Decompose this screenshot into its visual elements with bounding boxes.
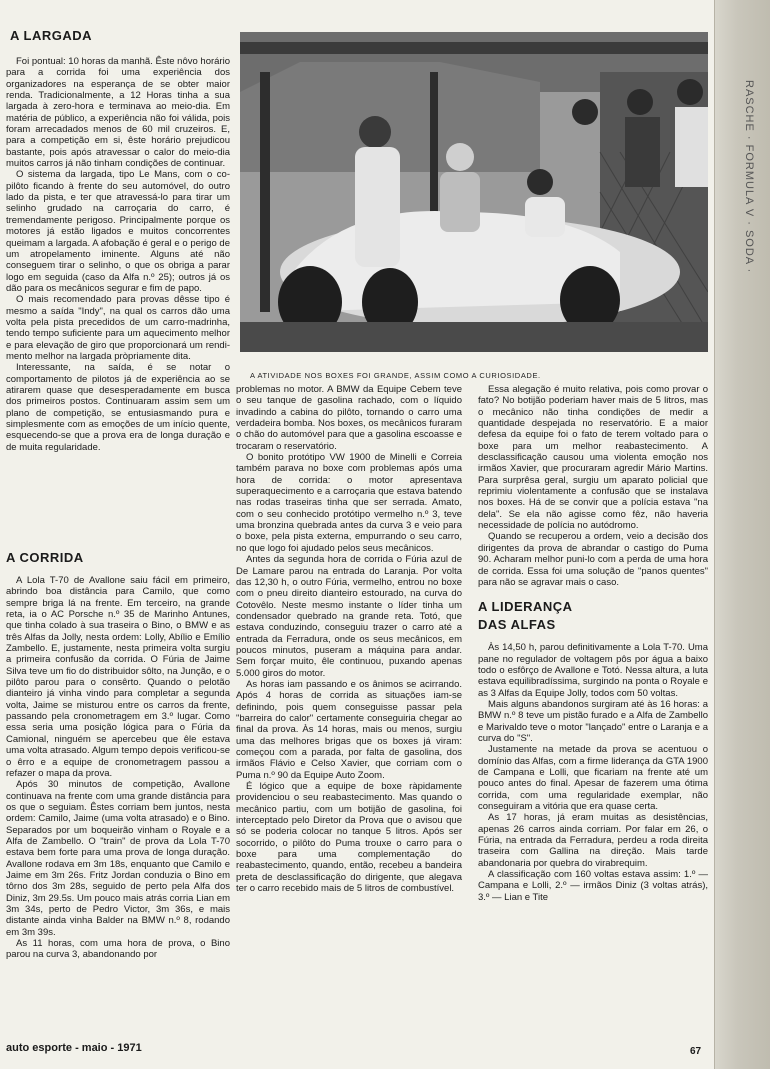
- paragraph: As horas iam passando e os ânimos se acirrando. Após 4 horas de corrida as situações iam-se definindo, pois quem conseguisse passar pela "barreira do calor" certamente conseguiria chegar ao final da prova. Às 14 horas, mais ou menos, surgiu uma das melhores brigas que os boxes já viram: começou com a parada, por falta de gasolina, dos irmãos Flávio e Celso Xavier, que corriam com o Puma n.º 90 da Equipe Auto Zoom.: [236, 678, 462, 781]
- paragraph: Antes da segunda hora de corrida o Fúria azul de De Lamare parou na entrada do Laranja. Por volta das 12,30 h, o outro Fúria, vermelho, entrou no boxe com o pneu direito dianteiro estourado, na curva do Cotovêlo. Neste mesmo instante o líder tinha um condensador quebrado na grande reta. Totó, que estava conduzindo, conseguiu trazer o carro até a entrada da Ferradura, onde os seus mecânicos, em poucos minutos, puseram a máquina para andar. Sem forçar muito, êle continuou, puxando apenas 5.000 giros do motor.: [236, 554, 462, 679]
- paragraph: Quando se recuperou a ordem, veio a decisão dos dirigentes da prova de abrandar o castigo do Puma 90. Acharam melhor puni-lo com a perda de uma hora de corrida. Essa foi uma solução de "panos quentes" para não se agravar mais o caso.: [478, 531, 708, 588]
- column-1-top: [6, 56, 230, 453]
- heading-corrida: A CORRIDA: [6, 550, 84, 565]
- paragraph: Justamente na metade da prova se acentuou o domínio das Alfas, com a firme liderança da GTA 1900 de Campana e Lolli, que ficariam na frente até um pouco antes do final. Apesar de fazerem uma ótima corrida, com uma regularidade exemplar, não conseguiram a vitória que era quase certa.: [478, 744, 708, 812]
- pit-photo: [240, 32, 708, 352]
- page-number: 67: [690, 1046, 702, 1057]
- paragraph: As 11 horas, com uma hora de prova, o Bino parou na curva 3, abandonando por: [6, 938, 230, 961]
- paragraph: Interessante, na saída, é se notar o comportamento de pilotos já de experiência ao se atirarem quase que desesperadamente em busca dos primeiros postos. Continuaram assim sem um plano de competição, se entusiasmando pura e simplesmente com as emoções de um início quente, esquecendo-se que a prova era de longa duração e de muita regularidade.: [6, 362, 230, 453]
- heading-largada: A LARGADA: [10, 28, 93, 43]
- heading-lideranca-line-1: A LIDERANÇA: [478, 599, 573, 615]
- paragraph: Essa alegação é muito relativa, pois como provar o fato? No botijão poderiam haver mais de 5 litros, mas o mecânico não tinha condições de medir a quantidade despejada no reservatório. E a maior defesa da equipe foi o fato de terem voltado para o boxe para um melhor reabastecimento. A desclassificação causou uma violenta emoção nos irmãos Xavier, que procuraram agredir Mário Martins. Para surprêsa geral, surgiu um aparato policial que reprimiu violentamente a confusão que se instalava nos boxes. Há de se convir que a polícia estava "na dela". Se ela não agisse como fêz, não haveria necessidade de polícia no autódromo.: [478, 384, 708, 532]
- column-1-bottom: [6, 575, 230, 961]
- paragraph: O mais recomendado para provas dêsse tipo é mesmo a saída "Indy", na qual os carros dão uma volta pela pista precedidos de um carro-madrinha, tendo tempo suficiente para um aquecimento melhor e para elevação de giro que proporcionará um rendimento melhor na largada pròpriamente dita.: [6, 294, 230, 362]
- adjacent-page-edge-text: RASCHE · FORMULA V · SODA ·: [743, 80, 755, 274]
- paragraph: Após 30 minutos de competição, Avallone continuava na frente com uma grande distância para os que o seguiam. Êstes corriam bem juntos, nesta ordem: Camilo, Jaime (uma volta atrasado) e o Bino. Separados por um boqueirão vinham o Royale e a Alfa de Zambello. O "train" de prova da Lola T-70 estava bem forte para uma prova de longa duração. Avallone rodava em 3m 18s, enquanto que Camilo e Jaime em 3m 26s. Fritz Jordan conduzia o Bino em tôrno dos 3m 28s, seguido de perto pela Alfa dos Diniz, 3m 29.5s. Um pouco mais atrás corria Lian em 3m 34s, perto de Pedro Victor, 3m 36s, e mais distante ainda vinha Balder na BMW n.º 8, rodando em 3m 39s.: [6, 779, 230, 938]
- column-2: [236, 384, 462, 894]
- paragraph: Às 14,50 h, parou definitivamente a Lola T-70. Uma pane no regulador de voltagem pôs por água a baixo todo o esfôrço de Avallone e Totó. Nessa altura, a luta estava equilibradíssima, surgindo na ponta o Royale e as 3 Alfas da Equipe Jolly, todos com 50 voltas.: [478, 642, 708, 699]
- paragraph: Mais alguns abandonos surgiram até às 16 horas: a BMW n.º 8 teve um pistão furado e a Alfa de Zambello e Marivaldo teve o motor "lançado" entre o Laranja e a curva do "S".: [478, 698, 708, 744]
- column-3: [478, 384, 708, 903]
- heading-lideranca-line-2: DAS ALFAS: [478, 617, 556, 633]
- paragraph: A classificação com 160 voltas estava assim: 1.º — Campana e Lolli, 2.º — irmãos Diniz (3 voltas atrás), 3.º — Lian e Tite: [478, 869, 708, 903]
- paragraph: O bonito protótipo VW 1900 de Minelli e Correia também parava no boxe com problemas após uma hora de corrida: o motor apresentava superaquecimento e a carroçaria que estava batendo nas rodas traseiras tinha que ser serrada. Amato, com o seu conhecido protótipo vermelho n.º 3, teve uma bronzina quebrada antes da curva 3 e veio para o boxe, pela pista externa, empurrando o seu carro, no que logo foi ajudado pelos seus mecânicos.: [236, 452, 462, 554]
- pit-photo-illustration: [240, 32, 708, 352]
- heading-lideranca: [478, 598, 708, 634]
- paragraph: O sistema da largada, tipo Le Mans, com o co-pilôto ficando à frente do seu automóvel, do outro lado da pista, e ter que atravessá-lo para tirar um selinho grudado na carroçaria do carro, é tremendamente perigoso. Principalmente porque os motores já estão ligados e muitos concorrentes queimam a largada. A afobação é geral e o perigo de um atropelamento iminente. Alguns até não conseguem tirar o selinho, o que os obriga a parar logo em seguida (caso da Alfa n.º 25); outros já os dão para os mecânicos segurar e fim de papo.: [6, 169, 230, 294]
- photo-caption: A ATIVIDADE NOS BOXES FOI GRANDE, ASSIM COMO A CURIOSIDADE.: [250, 371, 541, 380]
- paragraph: problemas no motor. A BMW da Equipe Cebem teve o seu tanque de gasolina rachado, com o líquido invadindo a cabina do pilôto, tornando o carro uma verdadeira bomba. Nos boxes, os mecânicos furaram o chão do automóvel para que a gasolina escoasse e trocaram o reservatório.: [236, 384, 462, 452]
- paragraph: É lógico que a equipe de boxe ràpidamente providenciou o seu reabastecimento. Mas quando o mecânico partiu, com um botijão de gasolina, foi interceptado pelo Diretor da Prova que o avisou que só se poderia colocar no tanque 5 litros. Após ser socorrido, o pilôto do Puma trouxe o carro para o boxe para uma complementação do reabastecimento, quando, então, recebeu a bandeira preta de desclassificação do dirigente, que alegava ter o carro recebido mais de 5 litros de combustível.: [236, 781, 462, 895]
- paragraph: A Lola T-70 de Avallone saiu fácil em primeiro, abrindo boa distância para Camilo, que como sempre briga lá na frente. Em terceiro, na grande reta, ia o AC Porsche n.º 35 de Marinho Antunes, que tinha colado à sua traseira o Bino, o BMW e as três Alfas da Jolly, nesta ordem: Lolly, Abílio e Emílio Zambello. E, justamente, nesta primeira volta surgiu a primeira confusão da corrida. O Fúria de Jaime Silva teve um fio do distribuidor sôlto, na Junção, e o pilôto parou para o consêrto. Quando o pelotão dianteiro já vinha vindo para completar a segunda volta, Jaime se misturou entre os carros da frente, passando pela cronometragem em 3.º lugar. Como essa seria uma posição lógica para o Fúria da Camional, ninguém se apercebeu que êle estava uma volta atrasado. Algum tempo depois verificou-se o êrro e a equipe de cronometragem passou a refazer o mapa da prova.: [6, 575, 230, 779]
- footer-magazine-info: auto esporte - maio - 1971: [6, 1042, 142, 1054]
- paragraph: Foi pontual: 10 horas da manhã. Êste nôvo horário para a corrida foi uma experiência dos organizadores na esperança de se obter maior renda. Tradicionalmente, a 12 Horas tinha a sua largada à zero-hora e terminava ao meio-dia. Em matéria de público, a experiência não foi válida, pois foram arrecadados menos de 60 mil cruzeiros. E, para a competição em si, êste horário prejudicou bastante, pois após atravessar o calor do meio-dia muitos carros já não tinham condições de continuar.: [6, 56, 230, 170]
- paragraph: As 17 horas, já eram muitas as desistências, apenas 26 carros ainda corriam. Por falar em 26, o Fúria, na entrada da Ferradura, perdeu a roda direita traseira com Gallina na direção. Mais tarde abandonaria por quebra do virabrequim.: [478, 812, 708, 869]
